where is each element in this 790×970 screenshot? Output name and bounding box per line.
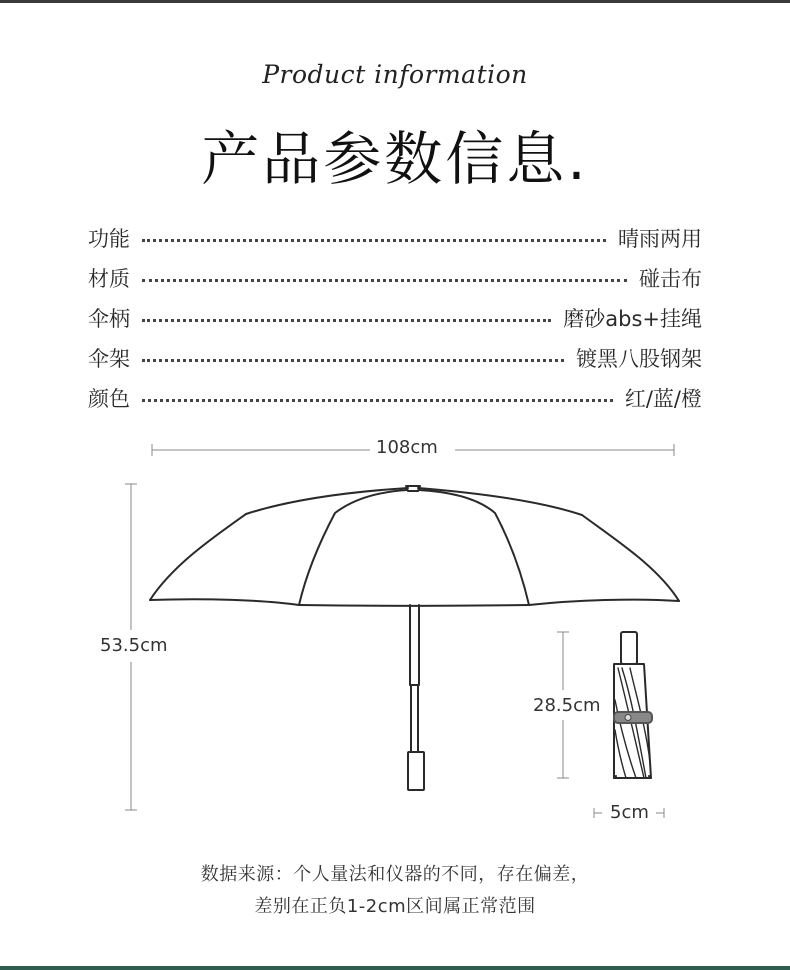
spec-label: 伞柄 <box>88 307 130 331</box>
folded-umbrella-icon <box>614 632 652 778</box>
height-label: 53.5cm <box>100 635 168 656</box>
spec-value: 红/蓝/橙 <box>624 387 702 411</box>
spec-value: 晴雨两用 <box>618 227 702 251</box>
page-title: 产品参数信息. <box>201 125 589 193</box>
spec-label: 功能 <box>88 227 130 251</box>
folded-length-label: 28.5cm <box>533 695 601 716</box>
spec-value: 碰击布 <box>639 267 702 291</box>
bottom-accent-bar <box>0 966 790 970</box>
spec-value: 镀黑八股钢架 <box>576 347 702 371</box>
spec-value: 磨砂abs+挂绳 <box>563 307 702 331</box>
disclaimer-line-2: 差别在正负1-2cm区间属正常范围 <box>254 896 536 917</box>
width-label: 108cm <box>376 437 438 458</box>
spec-label: 颜色 <box>88 387 130 411</box>
folded-width-label: 5cm <box>610 802 649 823</box>
page-subtitle: Product information <box>262 60 528 89</box>
spec-label: 材质 <box>88 267 130 291</box>
disclaimer-line-1: 数据来源：个人量法和仪器的不同，存在偏差， <box>200 864 590 885</box>
open-umbrella-icon <box>150 486 679 790</box>
spec-label: 伞架 <box>88 347 130 371</box>
